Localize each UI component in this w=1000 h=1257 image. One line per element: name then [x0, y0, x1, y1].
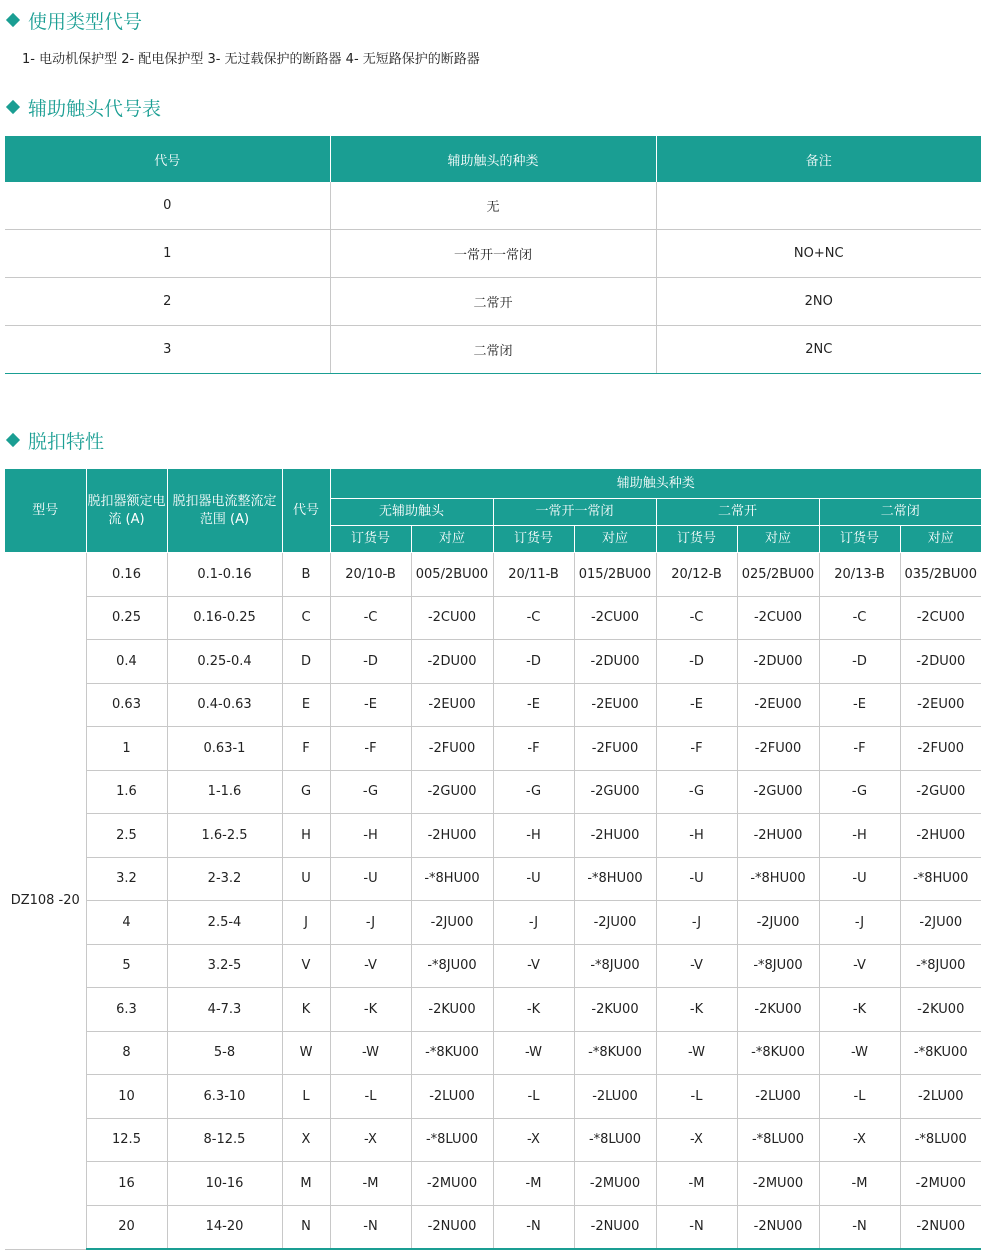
header-corresponding: 对应	[411, 526, 493, 553]
cell-corresponding: -*8KU00	[411, 1031, 493, 1075]
cell-corresponding: -*8HU00	[737, 857, 819, 901]
diamond-bullet-icon	[6, 433, 20, 447]
cell-corresponding: -2KU00	[900, 988, 981, 1032]
cell-corresponding: -2HU00	[411, 814, 493, 858]
cell-order-no: -E	[656, 683, 737, 727]
cell-order-no: -M	[656, 1162, 737, 1206]
cell-corresponding: -2GU00	[574, 770, 656, 814]
cell-rated-current: 1	[86, 727, 167, 771]
cell-remark: 2NC	[656, 326, 981, 374]
header-group-2nc: 二常闭	[819, 499, 981, 526]
cell-order-no: -K	[330, 988, 411, 1032]
cell-order-no: -W	[330, 1031, 411, 1075]
cell-order-no: -D	[656, 640, 737, 684]
cell-corresponding: 025/2BU00	[737, 553, 819, 597]
cell-setting-range: 0.25-0.4	[167, 640, 282, 684]
cell-order-no: -M	[819, 1162, 900, 1206]
cell-order-no: -F	[819, 727, 900, 771]
cell-corresponding: -2CU00	[900, 596, 981, 640]
trip-characteristics-table	[5, 469, 981, 1250]
cell-order-no: -E	[493, 683, 574, 727]
cell-corresponding: -2FU00	[574, 727, 656, 771]
cell-order-no: -M	[493, 1162, 574, 1206]
header-order-no: 订货号	[819, 526, 900, 553]
table-header-row	[5, 469, 981, 499]
cell-corresponding: -2CU00	[411, 596, 493, 640]
cell-corresponding: -*8KU00	[900, 1031, 981, 1075]
cell-order-no: -F	[493, 727, 574, 771]
cell-corresponding: -2DU00	[411, 640, 493, 684]
cell-corresponding: -*8LU00	[411, 1118, 493, 1162]
cell-corresponding: -*8HU00	[574, 857, 656, 901]
table-row	[5, 1162, 981, 1206]
cell-corresponding: -2JU00	[574, 901, 656, 945]
cell-corresponding: -*8KU00	[737, 1031, 819, 1075]
header-code: 代号	[282, 469, 330, 553]
cell-corresponding: -2GU00	[737, 770, 819, 814]
cell-corresponding: -2EU00	[411, 683, 493, 727]
cell-code: H	[282, 814, 330, 858]
cell-code: V	[282, 944, 330, 988]
header-corresponding: 对应	[900, 526, 981, 553]
table-row	[5, 770, 981, 814]
aux-section-title	[6, 94, 161, 120]
table-row	[5, 857, 981, 901]
usage-title-text: 使用类型代号	[28, 10, 143, 33]
table-row	[5, 988, 981, 1032]
cell-order-no: 20/11-B	[493, 553, 574, 597]
cell-corresponding: 035/2BU00	[900, 553, 981, 597]
cell-code: K	[282, 988, 330, 1032]
cell-remark: 2NO	[656, 278, 981, 326]
cell-order-no: -C	[493, 596, 574, 640]
cell-code: E	[282, 683, 330, 727]
cell-order-no: -H	[330, 814, 411, 858]
cell-corresponding: -2EU00	[900, 683, 981, 727]
cell-setting-range: 6.3-10	[167, 1075, 282, 1119]
cell-order-no: -K	[493, 988, 574, 1032]
header-model: 型号	[5, 469, 86, 553]
table-row	[5, 230, 981, 278]
cell-order-no: -G	[819, 770, 900, 814]
cell-setting-range: 2.5-4	[167, 901, 282, 945]
cell-corresponding: -2KU00	[574, 988, 656, 1032]
cell-code: D	[282, 640, 330, 684]
cell-remark: NO+NC	[656, 230, 981, 278]
cell-order-no: -V	[819, 944, 900, 988]
table-row	[5, 814, 981, 858]
trip-section-title	[6, 427, 104, 453]
cell-code: G	[282, 770, 330, 814]
diamond-bullet-icon	[6, 100, 20, 114]
cell-corresponding: -2JU00	[411, 901, 493, 945]
table-row	[5, 182, 981, 230]
cell-corresponding: -2MU00	[900, 1162, 981, 1206]
cell-order-no: -L	[330, 1075, 411, 1119]
table-row	[5, 553, 981, 597]
cell-corresponding: -2FU00	[411, 727, 493, 771]
cell-code: C	[282, 596, 330, 640]
header-remark: 备注	[656, 136, 981, 182]
cell-contact-type: 无	[330, 182, 656, 230]
table-row	[5, 596, 981, 640]
cell-order-no: -H	[656, 814, 737, 858]
cell-order-no: -V	[493, 944, 574, 988]
aux-title-text: 辅助触头代号表	[28, 97, 162, 120]
cell-setting-range: 2-3.2	[167, 857, 282, 901]
cell-order-no: -N	[656, 1205, 737, 1249]
cell-order-no: 20/13-B	[819, 553, 900, 597]
cell-rated-current: 0.25	[86, 596, 167, 640]
cell-order-no: -W	[656, 1031, 737, 1075]
header-setting-range: 脱扣器电流整流定范围 (A)	[167, 469, 282, 553]
cell-corresponding: -2CU00	[574, 596, 656, 640]
cell-corresponding: -2DU00	[574, 640, 656, 684]
cell-code: N	[282, 1205, 330, 1249]
cell-corresponding: -2LU00	[737, 1075, 819, 1119]
cell-corresponding: -2KU00	[737, 988, 819, 1032]
cell-corresponding: -2MU00	[737, 1162, 819, 1206]
cell-code: M	[282, 1162, 330, 1206]
table-row	[5, 278, 981, 326]
cell-order-no: -X	[493, 1118, 574, 1162]
cell-order-no: -V	[330, 944, 411, 988]
cell-corresponding: 015/2BU00	[574, 553, 656, 597]
cell-setting-range: 0.16-0.25	[167, 596, 282, 640]
aux-contact-table	[5, 136, 981, 374]
cell-corresponding: -*8JU00	[574, 944, 656, 988]
cell-order-no: -C	[819, 596, 900, 640]
trip-title-text: 脱扣特性	[28, 430, 105, 453]
cell-corresponding: -2FU00	[737, 727, 819, 771]
cell-order-no: -N	[330, 1205, 411, 1249]
cell-corresponding: -2KU00	[411, 988, 493, 1032]
cell-order-no: -J	[493, 901, 574, 945]
cell-corresponding: -2FU00	[900, 727, 981, 771]
cell-corresponding: -2NU00	[737, 1205, 819, 1249]
cell-order-no: -D	[493, 640, 574, 684]
cell-corresponding: -2LU00	[574, 1075, 656, 1119]
table-row	[5, 901, 981, 945]
cell-corresponding: -2EU00	[737, 683, 819, 727]
cell-setting-range: 8-12.5	[167, 1118, 282, 1162]
cell-rated-current: 8	[86, 1031, 167, 1075]
cell-corresponding: -2NU00	[900, 1205, 981, 1249]
header-group-2no: 二常开	[656, 499, 819, 526]
cell-code: 0	[5, 182, 330, 230]
cell-setting-range: 1.6-2.5	[167, 814, 282, 858]
table-row	[5, 1075, 981, 1119]
cell-corresponding: -2GU00	[900, 770, 981, 814]
cell-corresponding: -*8JU00	[900, 944, 981, 988]
table-header-row	[5, 136, 981, 182]
table-row	[5, 326, 981, 374]
cell-corresponding: -*8JU00	[411, 944, 493, 988]
cell-code: L	[282, 1075, 330, 1119]
header-order-no: 订货号	[656, 526, 737, 553]
cell-contact-type: 二常闭	[330, 326, 656, 374]
cell-rated-current: 6.3	[86, 988, 167, 1032]
cell-order-no: -E	[819, 683, 900, 727]
cell-corresponding: -*8LU00	[900, 1118, 981, 1162]
cell-corresponding: -2EU00	[574, 683, 656, 727]
cell-order-no: -X	[656, 1118, 737, 1162]
cell-corresponding: -*8JU00	[737, 944, 819, 988]
cell-order-no: -J	[330, 901, 411, 945]
table-row	[5, 1118, 981, 1162]
cell-rated-current: 5	[86, 944, 167, 988]
cell-corresponding: -2JU00	[900, 901, 981, 945]
cell-order-no: -D	[330, 640, 411, 684]
cell-order-no: -X	[819, 1118, 900, 1162]
cell-order-no: -N	[819, 1205, 900, 1249]
cell-order-no: -F	[330, 727, 411, 771]
header-corresponding: 对应	[737, 526, 819, 553]
cell-corresponding: -*8HU00	[900, 857, 981, 901]
table-row	[5, 640, 981, 684]
cell-order-no: -U	[493, 857, 574, 901]
cell-order-no: -W	[819, 1031, 900, 1075]
cell-rated-current: 16	[86, 1162, 167, 1206]
cell-order-no: -V	[656, 944, 737, 988]
cell-corresponding: -2DU00	[737, 640, 819, 684]
cell-order-no: -U	[656, 857, 737, 901]
cell-order-no: 20/10-B	[330, 553, 411, 597]
cell-order-no: 20/12-B	[656, 553, 737, 597]
cell-order-no: -G	[330, 770, 411, 814]
cell-order-no: -K	[656, 988, 737, 1032]
cell-order-no: -E	[330, 683, 411, 727]
cell-corresponding: -2LU00	[900, 1075, 981, 1119]
cell-order-no: -G	[656, 770, 737, 814]
cell-setting-range: 3.2-5	[167, 944, 282, 988]
cell-rated-current: 12.5	[86, 1118, 167, 1162]
cell-order-no: -W	[493, 1031, 574, 1075]
cell-corresponding: -2HU00	[900, 814, 981, 858]
cell-code: 2	[5, 278, 330, 326]
cell-rated-current: 0.16	[86, 553, 167, 597]
cell-setting-range: 5-8	[167, 1031, 282, 1075]
cell-code: 3	[5, 326, 330, 374]
cell-order-no: -F	[656, 727, 737, 771]
table-row	[5, 727, 981, 771]
cell-rated-current: 3.2	[86, 857, 167, 901]
cell-corresponding: -*8KU00	[574, 1031, 656, 1075]
cell-corresponding: -2HU00	[574, 814, 656, 858]
header-aux-contact-type: 辅助触头种类	[330, 469, 981, 499]
cell-corresponding: 005/2BU00	[411, 553, 493, 597]
cell-code: J	[282, 901, 330, 945]
cell-order-no: -H	[819, 814, 900, 858]
cell-setting-range: 0.1-0.16	[167, 553, 282, 597]
cell-order-no: -U	[330, 857, 411, 901]
cell-corresponding: -2LU00	[411, 1075, 493, 1119]
cell-corresponding: -*8LU00	[574, 1118, 656, 1162]
cell-rated-current: 10	[86, 1075, 167, 1119]
header-code: 代号	[5, 136, 330, 182]
cell-order-no: -L	[493, 1075, 574, 1119]
cell-order-no: -J	[819, 901, 900, 945]
cell-order-no: -C	[330, 596, 411, 640]
cell-order-no: -C	[656, 596, 737, 640]
table-row	[5, 1031, 981, 1075]
cell-code: B	[282, 553, 330, 597]
cell-rated-current: 20	[86, 1205, 167, 1249]
cell-contact-type: 一常开一常闭	[330, 230, 656, 278]
cell-setting-range: 4-7.3	[167, 988, 282, 1032]
cell-corresponding: -2NU00	[574, 1205, 656, 1249]
header-contact-type: 辅助触头的种类	[330, 136, 656, 182]
cell-rated-current: 4	[86, 901, 167, 945]
table-row	[5, 683, 981, 727]
cell-remark	[656, 182, 981, 230]
cell-code: W	[282, 1031, 330, 1075]
cell-rated-current: 1.6	[86, 770, 167, 814]
cell-corresponding: -2DU00	[900, 640, 981, 684]
cell-order-no: -J	[656, 901, 737, 945]
cell-order-no: -M	[330, 1162, 411, 1206]
cell-corresponding: -2GU00	[411, 770, 493, 814]
cell-corresponding: -2NU00	[411, 1205, 493, 1249]
cell-setting-range: 0.63-1	[167, 727, 282, 771]
usage-section-title	[6, 7, 142, 33]
cell-setting-range: 14-20	[167, 1205, 282, 1249]
cell-order-no: -X	[330, 1118, 411, 1162]
cell-rated-current: 2.5	[86, 814, 167, 858]
header-group-none: 无辅助触头	[330, 499, 493, 526]
cell-corresponding: -2MU00	[411, 1162, 493, 1206]
cell-corresponding: -2CU00	[737, 596, 819, 640]
header-rated-current: 脱扣器额定电流 (A)	[86, 469, 167, 553]
cell-order-no: -L	[819, 1075, 900, 1119]
cell-code: X	[282, 1118, 330, 1162]
cell-corresponding: -*8HU00	[411, 857, 493, 901]
cell-order-no: -U	[819, 857, 900, 901]
cell-model: DZ108 -20	[5, 553, 86, 1250]
cell-corresponding: -2JU00	[737, 901, 819, 945]
cell-setting-range: 0.4-0.63	[167, 683, 282, 727]
header-group-no-nc: 一常开一常闭	[493, 499, 656, 526]
header-corresponding: 对应	[574, 526, 656, 553]
cell-setting-range: 1-1.6	[167, 770, 282, 814]
cell-order-no: -K	[819, 988, 900, 1032]
header-order-no: 订货号	[330, 526, 411, 553]
cell-corresponding: -2HU00	[737, 814, 819, 858]
cell-rated-current: 0.4	[86, 640, 167, 684]
usage-description: 1- 电动机保护型 2- 配电保护型 3- 无过载保护的断路器 4- 无短路保护的断路器	[22, 52, 480, 67]
cell-contact-type: 二常开	[330, 278, 656, 326]
header-order-no: 订货号	[493, 526, 574, 553]
cell-order-no: -H	[493, 814, 574, 858]
table-row	[5, 944, 981, 988]
cell-code: U	[282, 857, 330, 901]
cell-order-no: -D	[819, 640, 900, 684]
cell-code: F	[282, 727, 330, 771]
cell-setting-range: 10-16	[167, 1162, 282, 1206]
cell-corresponding: -*8LU00	[737, 1118, 819, 1162]
cell-order-no: -N	[493, 1205, 574, 1249]
cell-code: 1	[5, 230, 330, 278]
cell-order-no: -L	[656, 1075, 737, 1119]
diamond-bullet-icon	[6, 13, 20, 27]
cell-corresponding: -2MU00	[574, 1162, 656, 1206]
cell-order-no: -G	[493, 770, 574, 814]
table-row	[5, 1205, 981, 1249]
cell-rated-current: 0.63	[86, 683, 167, 727]
